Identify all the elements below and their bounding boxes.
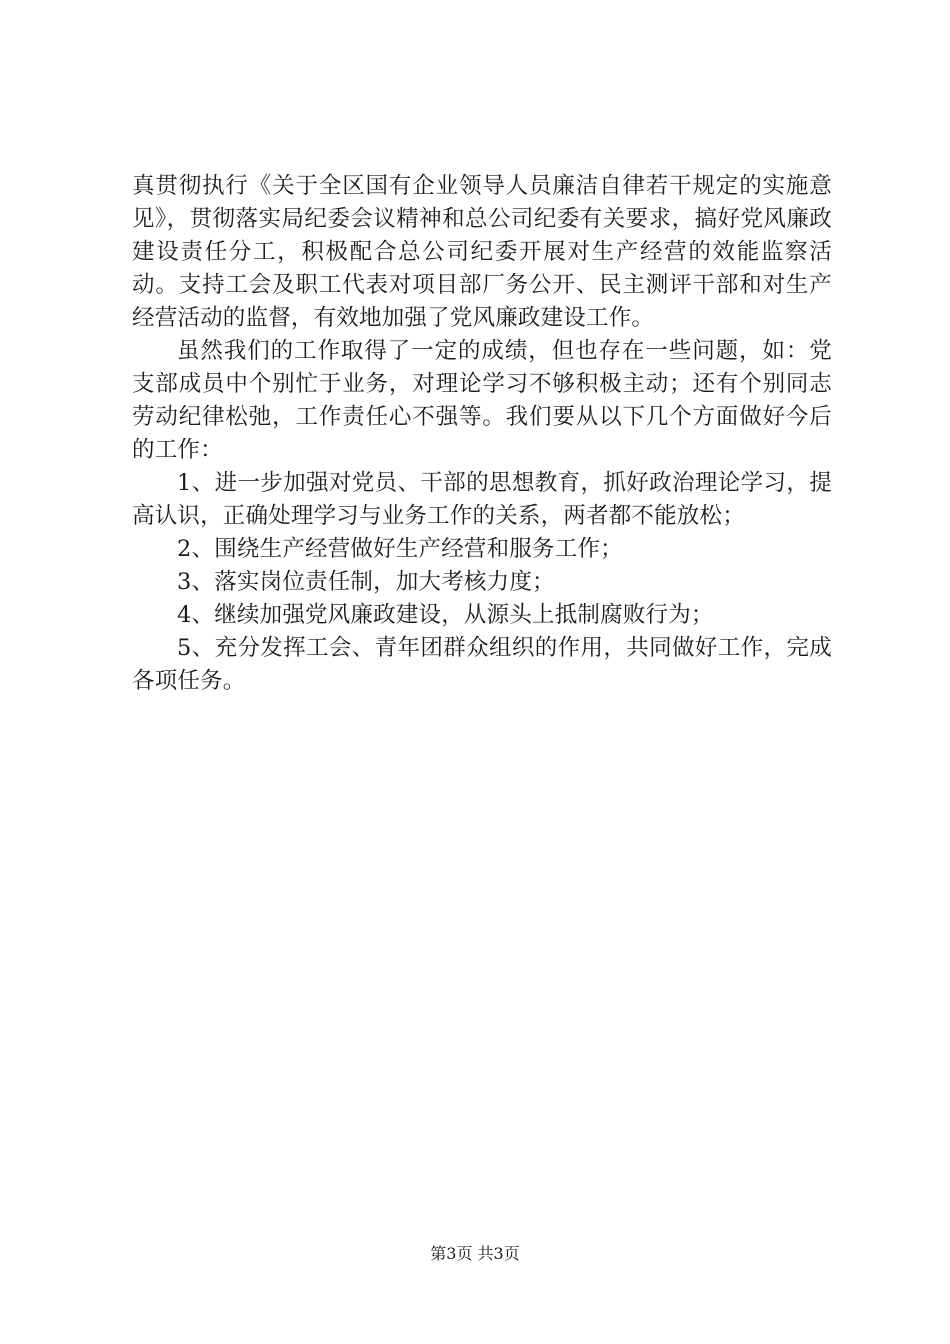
paragraph-problems: 虽然我们的工作取得了一定的成绩，但也存在一些问题，如：党支部成员中个别忙于业务，对理论学习不够积极主动；还有个别同志劳动纪律松弛，工作责任心不强等。我们要从以下几个方面做好今后的工作：: [132, 338, 832, 463]
list-item-5: 5、充分发挥工会、青年团群众组织的作用，共同做好工作，完成各项任务。: [132, 635, 832, 694]
list-item-4: 4、继续加强党风廉政建设，从源头上抵制腐败行为；: [177, 602, 714, 628]
paragraph-continuation: 真贯彻执行《关于全区国有企业领导人员廉洁自律若干规定的实施意见》，贯彻落实局纪委会议精神和总公司纪委有关要求，搞好党风廉政建设责任分工，积极配合总公司纪委开展对生产经营的效能监察活动。支持工会及职工代表对项目部厂务公开、民主测评干部和对生产经营活动的监督，有效地加强了党风廉政建设工作。: [132, 173, 832, 331]
list-item-3: 3、落实岗位责任制，加大考核力度；: [177, 569, 555, 595]
document-body: [132, 170, 832, 698]
page-number-footer: 第3页 共3页: [430, 1244, 520, 1263]
list-item-1: 1、进一步加强对党员、干部的思想教育，抓好政治理论学习，提高认识，正确处理学习与业务工作的关系，两者都不能放松；: [132, 470, 832, 529]
list-item-2: 2、围绕生产经营做好生产经营和服务工作；: [177, 536, 623, 562]
